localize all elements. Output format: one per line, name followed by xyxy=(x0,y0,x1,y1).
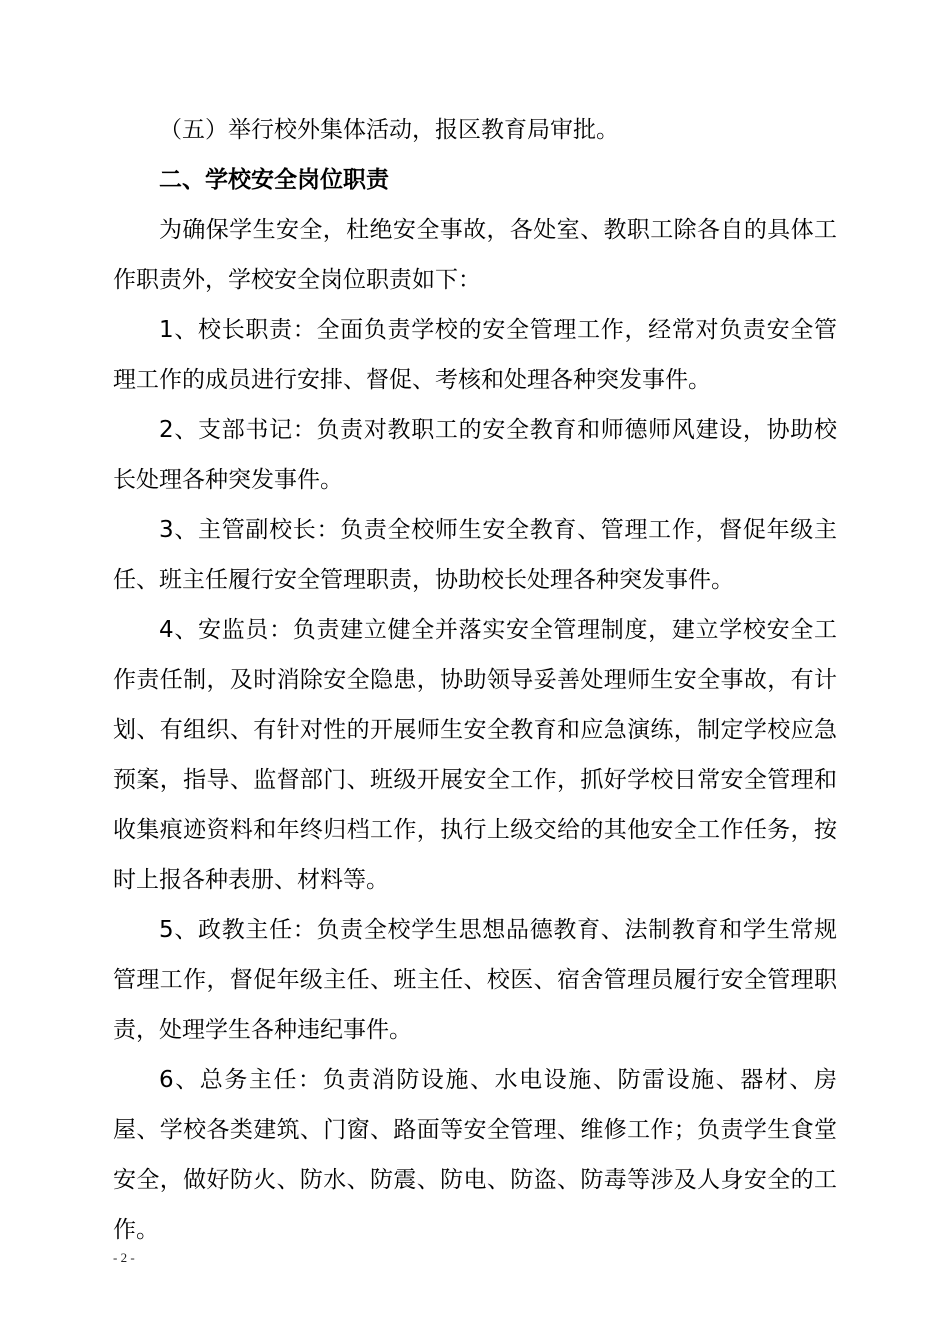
paragraph-political-education-director-duties: 5、政教主任：负责全校学生思想品德教育、法制教育和学生常规管理工作，督促年级主任、班主任、校医、宿舍管理员履行安全管理职责，处理学生各种违纪事件。 xyxy=(113,917,837,1043)
paragraph-general-affairs-director-duties: 6、总务主任：负责消防设施、水电设施、防雷设施、器材、房屋、学校各类建筑、门窗、路面等安全管理、维修工作；负责学生食堂安全，做好防火、防水、防震、防电、防盗、防毒等涉及人身安全的工作。 xyxy=(113,1067,837,1243)
paragraph-safety-supervisor-duties: 4、安监员：负责建立健全并落实安全管理制度，建立学校安全工作责任制，及时消除安全隐患，协助领导妥善处理师生安全事故，有计划、有组织、有针对性的开展师生安全教育和应急演练，制定学校应急预案，指导、监督部门、班级开展安全工作，抓好学校日常安全管理和收集痕迹资料和年终归档工作，执行上级交给的其他安全工作任务，按时上报各种表册、材料等。 xyxy=(113,617,837,893)
paragraph-party-secretary-duties: 2、支部书记：负责对教职工的安全教育和师德师风建设，协助校长处理各种突发事件。 xyxy=(113,417,837,493)
section-heading: 二、学校安全岗位职责 xyxy=(159,167,389,193)
page-number: - 2 - xyxy=(113,1250,135,1265)
paragraph-vice-principal-duties: 3、主管副校长：负责全校师生安全教育、管理工作，督促年级主任、班主任履行安全管理职责，协助校长处理各种突发事件。 xyxy=(113,517,837,593)
paragraph-principal-duties: 1、校长职责：全面负责学校的安全管理工作，经常对负责安全管理工作的成员进行安排、督促、考核和处理各种突发事件。 xyxy=(113,317,837,393)
paragraph-intro: 为确保学生安全，杜绝安全事故，各处室、教职工除各自的具体工作职责外，学校安全岗位职责如下： xyxy=(113,217,837,293)
paragraph-item-5: （五）举行校外集体活动，报区教育局审批。 xyxy=(159,117,619,143)
